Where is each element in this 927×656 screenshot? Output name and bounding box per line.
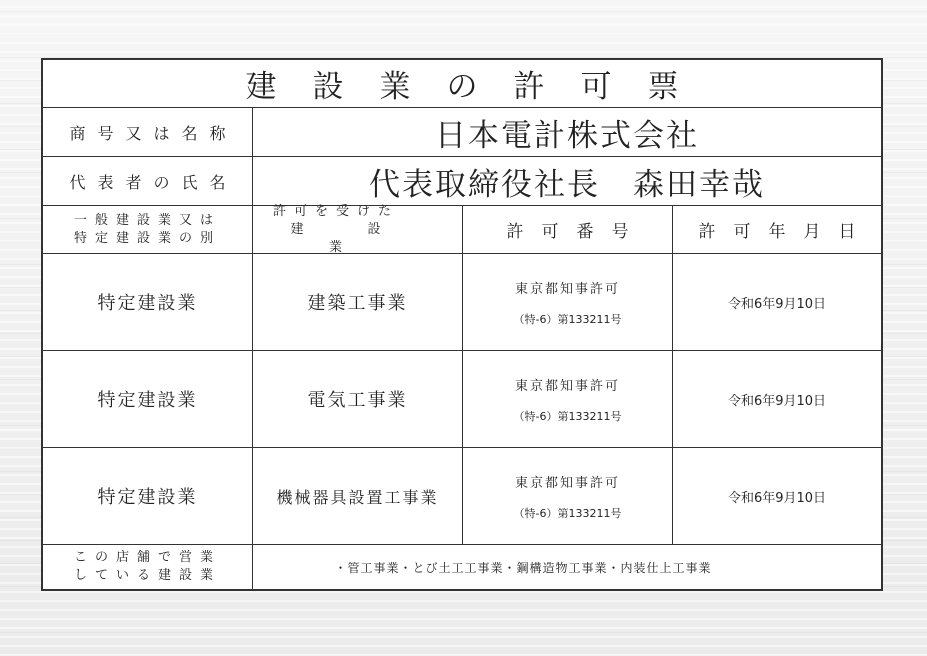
- permitted-business-header: [253, 203, 462, 255]
- table-row-3-type: 特定建設業: [97, 487, 198, 508]
- table-row-1-type: 特定建設業: [97, 293, 198, 314]
- table-row-2-number: （特-6）第133211号: [513, 409, 622, 423]
- table-row-2-type: 特定建設業: [97, 390, 198, 411]
- trade-name-label: 商号又は名称: [69, 123, 238, 143]
- table-row-1-permit-number: [463, 254, 672, 350]
- trade-name-value: 日本電計株式会社: [435, 117, 699, 154]
- permit-date-header: 許可年月日: [698, 222, 874, 242]
- table-row-2-permit-number: [463, 351, 672, 447]
- permit-number-header: 許可番号: [506, 222, 647, 242]
- representative-label: 代表者の氏名: [69, 172, 238, 192]
- other-businesses-label: [43, 545, 252, 589]
- other-businesses-value: ・管工事業・とび土工工事業・鋼構造物工事業・内装仕上工事業: [334, 560, 712, 575]
- table-row-1-business: 建築工事業: [307, 293, 408, 314]
- table-row-3-permit-number: [463, 448, 672, 544]
- table-row-2-date: 令和6年9月10日: [727, 393, 827, 409]
- representative-value: 代表取締役社長 森田幸哉: [369, 166, 765, 203]
- table-row-3-number: （特-6）第133211号: [513, 506, 622, 520]
- table-row-3-date: 令和6年9月10日: [727, 490, 827, 506]
- general-special-header-line1: 一般建設業又は: [73, 212, 221, 228]
- other-businesses-label-line1: この店舗で営業: [73, 550, 221, 565]
- sign-title: 建設業の許可票: [245, 69, 715, 105]
- table-row-3-authority: 東京都知事許可: [514, 475, 620, 491]
- table-row-1-number: （特-6）第133211号: [513, 312, 622, 326]
- table-row-1-authority: 東京都知事許可: [514, 281, 620, 297]
- general-special-header: [43, 206, 252, 253]
- permitted-business-header-line2: 建設業: [290, 221, 445, 255]
- table-row-1-date: 令和6年9月10日: [727, 296, 827, 312]
- table-row-3-business: 機械器具設置工事業: [276, 487, 439, 507]
- other-businesses-label-line2: している建設業: [73, 568, 221, 583]
- permitted-business-header-line1: 許可を受けた: [273, 203, 400, 219]
- construction-permit-sign: [41, 58, 883, 591]
- general-special-header-line2: 特定建設業の別: [73, 230, 221, 246]
- table-row-2-authority: 東京都知事許可: [514, 378, 620, 394]
- table-row-2-business: 電気工事業: [307, 390, 408, 411]
